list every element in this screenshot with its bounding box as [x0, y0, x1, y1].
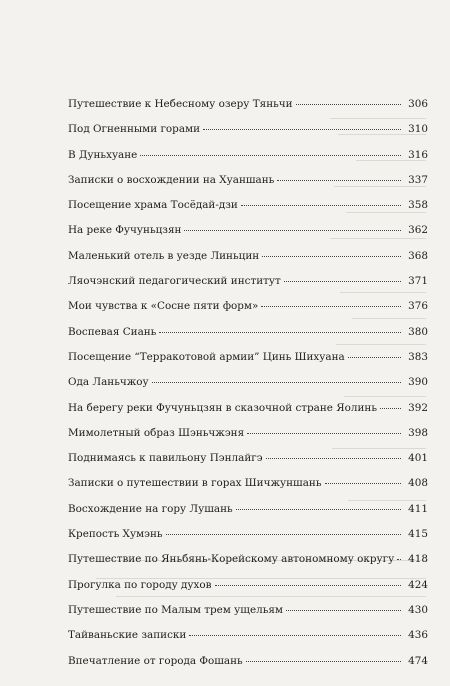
toc-entry [68, 446, 428, 471]
toc-entry [68, 471, 428, 496]
toc-entry [68, 92, 428, 117]
toc-entry-title: Прогулка по городу духов [68, 578, 212, 591]
toc-entry-page-number: 380 [408, 325, 428, 338]
toc-entry [68, 497, 428, 522]
toc-entry-page-number: 371 [408, 275, 428, 288]
toc-entry-page-number: 368 [408, 249, 428, 262]
toc-entry-title: Путешествие по Яньбянь-Корейскому автономному округу [68, 553, 395, 566]
toc-entry [68, 649, 428, 674]
dot-leader [277, 180, 401, 181]
toc-entry-title: Записки о путешествии в горах Шичжуншань [68, 477, 322, 490]
dot-leader [325, 483, 402, 484]
dot-leader [247, 433, 401, 434]
dot-leader [236, 509, 401, 510]
toc-entry-title: Посещение храма Тосёдай-дзи [68, 199, 238, 212]
toc-entry [68, 573, 428, 598]
toc-entry [68, 370, 428, 395]
toc-entry-page-number: 306 [408, 98, 428, 110]
toc-entry-title: Восхождение на гору Лушань [68, 502, 233, 515]
toc-entry [68, 269, 428, 294]
toc-entry-page-number: 430 [408, 603, 428, 616]
toc-entry-title: Маленький отель в уезде Линьцин [68, 249, 260, 262]
dot-leader [152, 382, 401, 383]
dot-leader [140, 155, 401, 156]
toc-entry-title: Ляочэнский педагогический институт [68, 275, 281, 288]
toc-entry-page-number: 337 [408, 173, 428, 186]
dot-leader [284, 281, 401, 282]
toc-entry [68, 117, 428, 142]
toc-entry [68, 193, 428, 218]
dot-leader [189, 635, 401, 636]
toc-entry-title: Ода Ланьчжоу [68, 376, 149, 389]
toc-entry-title: В Дуньхуане [68, 148, 138, 161]
toc-entry-title: Мои чувства к «Сосне пяти форм» [68, 300, 259, 313]
toc-entry [68, 143, 428, 168]
toc-entry [68, 421, 428, 446]
toc-entry-title: Путешествие по Малым трем ущельям [68, 603, 284, 616]
toc-entry-page-number: 436 [408, 629, 428, 642]
toc-entry-page-number: 418 [408, 553, 428, 566]
dot-leader [166, 534, 401, 535]
dot-leader [203, 129, 401, 130]
toc-entry-title: Записки о восхождении на Хуаншань [68, 173, 275, 186]
toc-entry-page-number: 401 [408, 452, 428, 465]
dot-leader [348, 357, 401, 358]
toc-entry-page-number: 411 [408, 502, 428, 515]
toc-entry-page-number: 398 [408, 426, 428, 439]
toc-entry [68, 294, 428, 319]
toc-entry [68, 244, 428, 269]
dot-leader [380, 408, 401, 409]
toc-entry-page-number: 415 [408, 528, 428, 541]
toc-entry-page-number: 316 [408, 148, 428, 161]
toc-entry-page-number: 392 [408, 401, 428, 414]
dot-leader [261, 306, 401, 307]
dot-leader [296, 104, 401, 105]
dot-leader [215, 585, 401, 586]
toc-entry-title: Под Огненными горами [68, 123, 201, 136]
toc-entry [68, 168, 428, 193]
toc-entry-page-number: 362 [408, 224, 428, 237]
toc-entry-title: На реке Фучуньцзян [68, 224, 182, 237]
toc-entry [68, 396, 428, 421]
toc-entry-title: Воспевая Сиань [68, 325, 157, 338]
dot-leader [397, 559, 401, 560]
toc-entry-page-number: 474 [408, 654, 428, 667]
toc-entry [68, 623, 428, 648]
toc-entry [68, 598, 428, 623]
toc-entry-title: Крепость Хумэнь [68, 528, 163, 541]
table-of-contents [68, 92, 428, 674]
dot-leader [286, 610, 401, 611]
toc-entry-title: Поднимаясь к павильону Пэнлайгэ [68, 452, 263, 465]
toc-entry-page-number: 408 [408, 477, 428, 490]
dot-leader [159, 332, 401, 333]
toc-entry [68, 345, 428, 370]
toc-entry-title: Путешествие к Небесному озеру Тяньчи [68, 98, 293, 110]
toc-entry-title: Тайваньские записки [68, 629, 187, 642]
toc-entry [68, 547, 428, 572]
toc-entry-page-number: 310 [408, 123, 428, 136]
toc-entry-title: Мимолетный образ Шэньчжэня [68, 426, 245, 439]
toc-entry-title: Посещение “Терракотовой армии” Цинь Шихуана [68, 350, 345, 363]
dot-leader [246, 661, 401, 662]
toc-entry [68, 320, 428, 345]
toc-entry-page-number: 390 [408, 376, 428, 389]
dot-leader [241, 205, 401, 206]
toc-entry-title: На берегу реки Фучуньцзян в сказочной стране Яолинь [68, 401, 377, 414]
toc-entry [68, 522, 428, 547]
toc-entry-page-number: 376 [408, 300, 428, 313]
dot-leader [262, 256, 401, 257]
dot-leader [184, 230, 401, 231]
dot-leader [266, 458, 401, 459]
toc-entry-title: Впечатление от города Фошань [68, 654, 243, 667]
toc-entry [68, 218, 428, 243]
toc-entry-page-number: 424 [408, 578, 428, 591]
toc-entry-page-number: 383 [408, 350, 428, 363]
toc-entry-page-number: 358 [408, 199, 428, 212]
